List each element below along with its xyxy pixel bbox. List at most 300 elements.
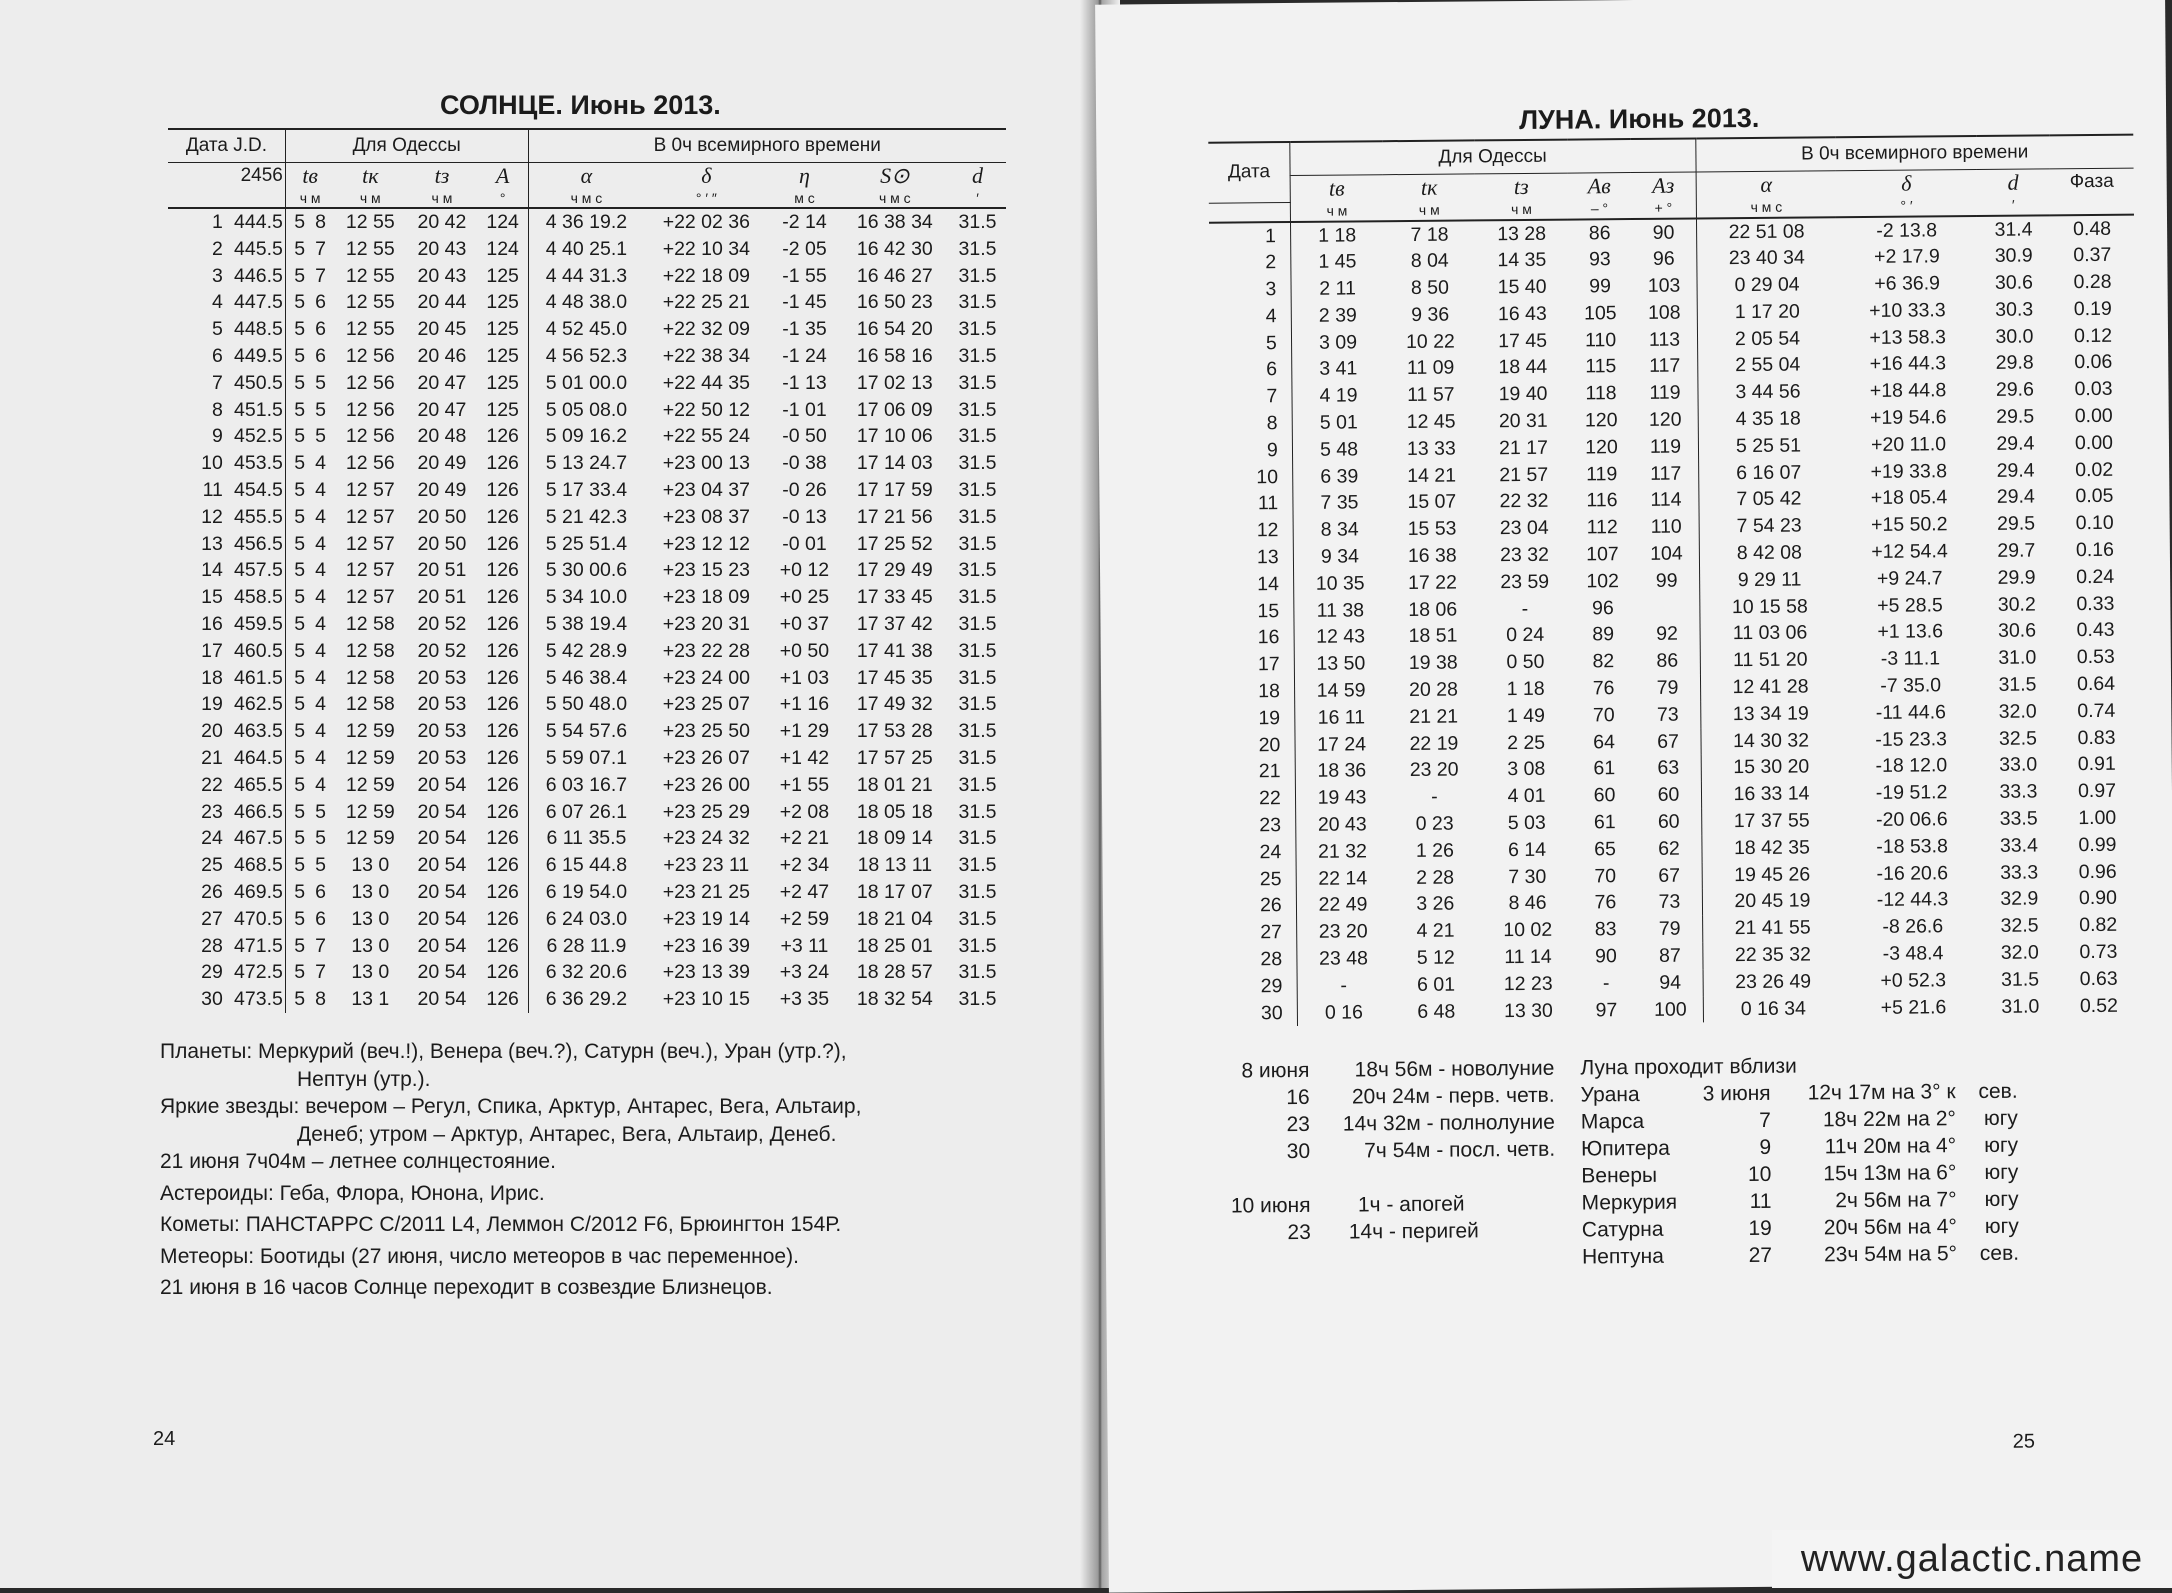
sun-a: 125: [478, 370, 528, 397]
moon-tk: 2 28: [1416, 866, 1455, 889]
sun-tk: 12 57: [345, 505, 395, 528]
sun-s0: 17 57 25: [856, 746, 933, 769]
moon-alpha: 4 35 18: [1735, 407, 1801, 431]
moon-tv: 13 50: [1316, 652, 1366, 676]
moon-d: 30.2: [1997, 593, 2036, 616]
moon-tv: 14 59: [1316, 679, 1366, 702]
conjunction-time: 2ч 56м на 7°: [1835, 1188, 1957, 1213]
moon-date: 16: [1213, 624, 1295, 652]
moon-av: 76: [1594, 891, 1617, 914]
sun-tz: 20 47: [417, 398, 467, 421]
sun-a: 126: [478, 531, 528, 558]
moon-az: 63: [1636, 755, 1701, 782]
conjunction-dir: сев.: [1978, 1079, 2018, 1104]
moon-date: 28: [1215, 946, 1297, 974]
moon-date: 27: [1215, 919, 1297, 947]
moon-av: 110: [1584, 328, 1617, 352]
sun-tv: 5 5: [294, 800, 327, 823]
sun-tz: 20 52: [417, 639, 467, 662]
sun-tk: 13 0: [351, 934, 390, 957]
sun-delta: +22 02 36: [662, 211, 750, 233]
sun-d: 31.5: [958, 988, 997, 1011]
header-odessa: Для Одессы: [285, 129, 528, 163]
moon-tk: 1 26: [1415, 839, 1454, 862]
sun-eta: +2 34: [779, 854, 830, 877]
sun-alpha: 5 30 00.6: [545, 559, 628, 582]
sun-s0: 17 06 09: [856, 398, 933, 421]
sun-date-jd: 17 460.5: [168, 638, 285, 665]
sun-eta: -2 05: [782, 237, 827, 260]
conjunction-row: [1581, 1105, 2018, 1136]
moon-tk: 3 26: [1416, 893, 1455, 916]
sun-tk: 13 1: [351, 988, 390, 1011]
sun-date-jd: 12 455.5: [168, 504, 285, 531]
moon-tv: 4 19: [1319, 384, 1358, 408]
moon-tk: 14 21: [1407, 464, 1457, 487]
moon-av: 105: [1583, 302, 1617, 325]
moon-av: 86: [1588, 221, 1611, 244]
moon-az: 90: [1631, 218, 1696, 246]
moon-tk: 18 06: [1408, 598, 1458, 621]
moon-az: 79: [1635, 674, 1700, 701]
sun-tv: 5 4: [294, 746, 327, 769]
moon-tv: 18 36: [1317, 759, 1367, 783]
sun-a: 126: [478, 718, 528, 745]
moon-delta: +6 36.9: [1874, 272, 1941, 296]
conjunction-time: 12ч 17м на 3° к: [1807, 1080, 1956, 1105]
sun-eta: +1 29: [779, 720, 830, 743]
note-line: Метеоры: Боотиды (27 июня, число метеоров в час переменное).: [160, 1244, 799, 1268]
moon-delta: -19 51.2: [1875, 781, 1948, 805]
header-s0: S⊙: [880, 163, 910, 188]
phase-row: [1217, 1163, 1555, 1193]
moon-delta: -11 44.6: [1875, 701, 1947, 724]
moon-av: 119: [1586, 462, 1618, 486]
moon-d: 32.5: [1998, 727, 2038, 750]
note-line: 21 июня в 16 часов Солнце переходит в созвездие Близнецов.: [160, 1276, 773, 1299]
moon-delta: -12 44.3: [1876, 888, 1949, 912]
moon-date: 30: [1216, 1000, 1298, 1028]
moon-alpha: 14 30 32: [1732, 729, 1810, 752]
header-delta: δ: [1901, 170, 1912, 196]
conjunction-dir: югу: [1984, 1214, 2019, 1238]
sun-date-jd: 25 468.5: [168, 852, 285, 879]
sun-alpha: 4 44 31.3: [545, 264, 628, 287]
sun-eta: +2 47: [779, 880, 830, 903]
sun-d: 31.5: [958, 666, 997, 689]
moon-date: 7: [1210, 383, 1292, 411]
moon-tv: 0 16: [1324, 1001, 1364, 1024]
sun-a: 125: [478, 289, 528, 316]
moon-phase: 0.37: [2073, 244, 2112, 267]
sun-a: 126: [478, 745, 528, 772]
moon-tk: 15 07: [1407, 491, 1457, 514]
sun-tk: 12 55: [345, 264, 395, 287]
moon-tv: 1 45: [1318, 250, 1357, 274]
moon-av: 97: [1595, 998, 1618, 1021]
moon-alpha: 0 16 34: [1740, 997, 1807, 1020]
sun-tz: 20 52: [417, 612, 467, 635]
sun-tk: 12 58: [345, 693, 395, 716]
unit-delta: ° ′ ″: [644, 189, 768, 208]
sun-tv: 5 4: [294, 693, 327, 716]
sun-tk: 12 57: [345, 559, 395, 582]
conjunction-dir: югу: [1984, 1133, 2019, 1157]
sun-eta: +2 59: [779, 907, 830, 930]
moon-delta: -3 48.4: [1882, 942, 1944, 965]
moon-az: 103: [1632, 273, 1697, 300]
moon-date: 23: [1214, 812, 1296, 840]
sun-delta: +23 04 37: [662, 478, 750, 501]
moon-av: 65: [1594, 838, 1616, 861]
moon-az: 110: [1634, 514, 1699, 541]
moon-tv: 5 01: [1319, 411, 1358, 434]
header-tk: tк: [1420, 174, 1438, 200]
sun-tz: 20 51: [417, 586, 467, 609]
sun-eta: -1 13: [782, 371, 827, 394]
moon-alpha: 1 17 20: [1734, 300, 1800, 324]
moon-tk: 11 09: [1406, 357, 1455, 380]
sun-d: 31.5: [958, 746, 997, 769]
conjunction-body: Юпитера: [1580, 1136, 1670, 1161]
moon-delta: +16 44.3: [1869, 352, 1947, 376]
unit-av: – °: [1567, 199, 1631, 219]
sun-tv: 5 4: [294, 586, 327, 609]
sun-s0: 18 05 18: [856, 800, 933, 823]
sun-eta: +1 42: [779, 746, 830, 769]
moon-alpha: 0 29 04: [1734, 273, 1800, 297]
sun-date-jd: 28 471.5: [168, 933, 285, 960]
sun-date-jd: 16 459.5: [168, 611, 285, 638]
moon-tz: 7 30: [1508, 865, 1547, 888]
moon-tz: 6 14: [1507, 838, 1547, 861]
sun-eta: +3 35: [779, 988, 830, 1011]
moon-alpha: 10 15 58: [1731, 595, 1808, 618]
sun-s0: 17 14 03: [856, 452, 933, 475]
sun-delta: +23 19 14: [662, 907, 750, 930]
sun-date-jd: 19 462.5: [168, 691, 285, 718]
moon-tk: 4 21: [1416, 919, 1455, 943]
moon-az: 119: [1633, 433, 1698, 460]
moon-delta: +18 05.4: [1870, 486, 1948, 510]
sun-tk: 12 58: [345, 639, 395, 662]
sun-alpha: 6 07 26.1: [545, 800, 628, 823]
moon-delta: +19 33.8: [1870, 459, 1948, 483]
unit-alpha: ч м с: [1696, 197, 1836, 218]
sun-row: [168, 825, 1006, 852]
moon-av: 120: [1584, 409, 1618, 432]
moon-tz: 14 35: [1497, 249, 1547, 272]
moon-az: 60: [1636, 782, 1701, 809]
moon-delta: +18 44.8: [1869, 379, 1947, 403]
sun-a: 126: [478, 584, 528, 611]
sun-tv: 5 4: [294, 559, 327, 582]
sun-a: 126: [478, 504, 528, 531]
moon-phase: 0.05: [2075, 485, 2114, 508]
moon-date: 29: [1216, 973, 1298, 1001]
moon-phase: 0.00: [2074, 404, 2113, 428]
sun-a: 126: [478, 772, 528, 799]
sun-alpha: 4 56 52.3: [545, 344, 628, 367]
moon-tk: 5 12: [1416, 946, 1455, 969]
moon-alpha: 15 30 20: [1733, 755, 1810, 779]
moon-tz: 18 44: [1498, 356, 1548, 379]
moon-d: 31.4: [1994, 218, 2033, 241]
sun-date-jd: 18 461.5: [168, 665, 285, 692]
sun-delta: +23 12 12: [662, 532, 750, 555]
moon-d: 30.3: [1995, 298, 2034, 321]
moon-d: 33.0: [1999, 753, 2038, 777]
sun-delta: +23 13 39: [662, 961, 750, 984]
moon-tv: 22 49: [1318, 893, 1368, 917]
unit-tz: ч м: [1475, 200, 1567, 220]
sun-row: [168, 745, 1006, 772]
sun-date-jd: 30 473.5: [168, 986, 285, 1013]
sun-alpha: 5 59 07.1: [545, 746, 628, 769]
header-jd-base: 2456: [168, 163, 285, 190]
moon-tz: 19 40: [1498, 383, 1548, 406]
sun-row: [168, 799, 1006, 826]
conjunction-time: 20ч 56м на 4°: [1823, 1215, 1957, 1240]
sun-eta: +2 08: [779, 800, 830, 823]
moon-az: 73: [1637, 889, 1702, 916]
sun-date-jd: 15 458.5: [168, 584, 285, 611]
sun-a: 126: [478, 557, 528, 584]
sun-d: 31.5: [958, 586, 997, 609]
moon-tk: 6 01: [1416, 973, 1456, 996]
moon-phase: 0.43: [2076, 619, 2115, 642]
conjunction-body: Венеры: [1581, 1163, 1658, 1188]
conjunction-dir: югу: [1984, 1187, 2019, 1211]
moon-av: 116: [1586, 489, 1618, 512]
header-universal: В 0ч всемирного времени: [1695, 135, 2133, 172]
moon-d: 32.9: [2000, 887, 2039, 911]
sun-alpha: 5 54 57.6: [545, 720, 628, 743]
moon-phase: 0.83: [2077, 726, 2116, 749]
moon-alpha: 2 05 54: [1734, 327, 1801, 350]
sun-eta: +3 11: [780, 934, 829, 957]
unit-tk: ч м: [1383, 200, 1475, 220]
moon-alpha: 22 35 32: [1734, 943, 1811, 967]
moon-az: 100: [1638, 996, 1703, 1023]
sun-d: 31.5: [958, 291, 997, 314]
moon-tz: 22 32: [1499, 490, 1549, 513]
phase-row: 16 20ч 24м - перв. четв.: [1286, 1083, 1555, 1110]
right-page: [1095, 0, 2172, 1593]
moon-av: 64: [1593, 730, 1616, 754]
sun-row: [168, 423, 1006, 450]
moon-az: 99: [1634, 567, 1699, 594]
moon-alpha: 20 45 19: [1734, 889, 1811, 913]
sun-a: 124: [478, 208, 528, 236]
sun-tk: 12 56: [345, 344, 395, 367]
sun-s0: 18 09 14: [856, 827, 933, 850]
moon-tz: 17 45: [1498, 329, 1548, 352]
moon-phase: 0.28: [2073, 270, 2112, 294]
moon-delta: -7 35.0: [1880, 674, 1942, 697]
moon-d: 30.9: [1994, 244, 2033, 268]
sun-a: 126: [478, 450, 528, 477]
sun-s0: 17 29 49: [856, 559, 933, 582]
conjunction-day: 11: [1749, 1189, 1772, 1214]
moon-delta: -18 53.8: [1876, 835, 1948, 858]
conjunction-day: 10: [1747, 1162, 1772, 1187]
moon-date: 10: [1211, 464, 1293, 492]
sun-alpha: 6 11 35.5: [546, 827, 627, 850]
moon-d: 31.0: [1998, 646, 2037, 670]
sun-tv: 5 4: [294, 505, 327, 528]
sun-a: 126: [478, 691, 528, 718]
sun-s0: 18 01 21: [856, 773, 933, 796]
sun-tk: 12 56: [345, 425, 395, 448]
sun-s0: 16 58 16: [856, 344, 933, 367]
moon-d: 30.0: [1995, 325, 2034, 348]
sun-delta: +22 10 34: [662, 237, 750, 260]
moon-tz: 13 30: [1503, 999, 1553, 1022]
conjunction-row: [1582, 1213, 2019, 1244]
sun-tz: 20 53: [417, 746, 467, 769]
conjunction-day: 9: [1759, 1135, 1772, 1159]
moon-d: 29.8: [1995, 352, 2034, 375]
sun-tv: 5 5: [294, 371, 327, 394]
sun-tz: 20 44: [417, 291, 467, 314]
moon-d: 29.7: [1997, 539, 2036, 562]
sun-row: [168, 691, 1006, 718]
sun-date-jd: 24 467.5: [168, 825, 285, 852]
header-alpha: α: [1760, 171, 1773, 197]
moon-tz: 0 24: [1506, 624, 1545, 647]
moon-tk: 19 38: [1408, 651, 1458, 675]
moon-tv: 23 20: [1318, 920, 1368, 944]
sun-delta: +23 18 09: [662, 586, 750, 609]
watermark: www.galactic.name: [1772, 1530, 2172, 1588]
moon-av: 93: [1588, 248, 1611, 271]
sun-s0: 17 53 28: [856, 720, 933, 743]
moon-date: 15: [1212, 598, 1294, 626]
moon-date: 17: [1213, 651, 1295, 679]
moon-tk: 6 48: [1417, 1000, 1456, 1023]
moon-d: 31.5: [2000, 968, 2040, 991]
sun-delta: +22 25 21: [662, 291, 750, 314]
moon-phase: 0.91: [2077, 753, 2116, 776]
sun-alpha: 5 01 00.0: [545, 371, 628, 394]
moon-tk: 12 45: [1406, 410, 1456, 434]
sun-alpha: 5 09 16.2: [545, 425, 628, 448]
sun-tk: 12 59: [345, 746, 395, 769]
moon-tz: 8 46: [1508, 892, 1547, 915]
sun-row: [168, 316, 1006, 343]
moon-az: 114: [1634, 487, 1699, 514]
header-tz: tз: [434, 163, 450, 188]
sun-s0: 18 17 07: [856, 880, 933, 903]
note-line: 21 июня 7ч04м – летнее солнцестояние.: [160, 1150, 556, 1173]
sun-tk: 12 56: [345, 452, 395, 475]
note-line: Денеб; утром – Арктур, Антарес, Вега, Альтаир, Денеб.: [297, 1122, 837, 1146]
sun-eta: -0 38: [782, 452, 827, 475]
sun-eta: -0 13: [782, 505, 827, 528]
sun-d: 31.5: [958, 452, 997, 475]
sun-tz: 20 54: [417, 854, 467, 877]
sun-tv: 5 4: [294, 720, 327, 743]
moon-d: 29.6: [1995, 378, 2034, 402]
moon-phase: 0.53: [2076, 646, 2115, 669]
sun-tv: 5 4: [294, 612, 327, 635]
moon-tv: 2 11: [1319, 277, 1356, 300]
unit-tz: ч м: [406, 189, 478, 208]
moon-d: 29.5: [1996, 405, 2035, 428]
sun-tv: 5 7: [294, 237, 327, 260]
note-line: Кометы: ПАНСТАРРС С/2011 L4, Леммон С/2012 F6, Брюингтон 154Р.: [160, 1213, 842, 1236]
moon-phase: 0.97: [2077, 780, 2117, 803]
sun-tz: 20 42: [417, 211, 467, 233]
sun-tv: 5 4: [294, 773, 327, 796]
sun-a: 126: [478, 906, 528, 933]
moon-d: 30.6: [1997, 619, 2037, 643]
moon-date: 13: [1212, 544, 1294, 572]
moon-delta: +10 33.3: [1869, 299, 1946, 322]
sun-delta: +23 10 15: [662, 988, 750, 1011]
sun-eta: +3 24: [779, 961, 830, 984]
sun-date-jd: 11 454.5: [168, 477, 285, 504]
moon-tk: 18 51: [1408, 625, 1458, 648]
sun-eta: -0 01: [782, 532, 827, 555]
sun-tv: 5 4: [294, 478, 327, 501]
moon-tv: 20 43: [1317, 813, 1367, 836]
sun-d: 31.5: [958, 425, 997, 448]
header-a: A: [478, 163, 528, 190]
moon-az: 120: [1633, 407, 1698, 434]
sun-a: 126: [478, 959, 528, 986]
sun-row: [168, 236, 1006, 263]
moon-phase: 0.64: [2077, 672, 2116, 696]
sun-row: [168, 611, 1006, 638]
sun-tz: 20 47: [417, 371, 467, 394]
moon-d: 33.4: [1999, 834, 2038, 857]
moon-delta: +13 58.3: [1869, 325, 1946, 349]
sun-row: [168, 879, 1006, 906]
moon-tv: 19 43: [1317, 786, 1367, 810]
sun-alpha: 5 46 38.4: [545, 666, 628, 689]
header-eta: η: [798, 163, 810, 188]
sun-tz: 20 54: [417, 934, 467, 957]
sun-row: [168, 959, 1006, 986]
sun-d: 31.5: [958, 800, 997, 823]
moon-phases: [1216, 1055, 1556, 1247]
sun-d: 31.5: [958, 237, 997, 260]
moon-tz: 21 57: [1499, 463, 1549, 486]
moon-az: 113: [1632, 326, 1697, 353]
sun-a: 126: [478, 611, 528, 638]
conjunction-row: [1581, 1159, 2018, 1190]
sun-tk: 12 55: [345, 291, 395, 314]
moon-alpha: 17 37 55: [1733, 809, 1810, 833]
sun-a: 126: [478, 933, 528, 960]
note-line: Нептун (утр.).: [297, 1067, 431, 1091]
sun-tz: 20 54: [417, 907, 467, 930]
sun-tk: 12 55: [345, 211, 395, 233]
sun-tk: 12 59: [345, 800, 395, 823]
moon-phase: 0.03: [2074, 378, 2113, 401]
moon-az: 119: [1633, 380, 1698, 407]
sun-row: [168, 477, 1006, 504]
moon-av: 82: [1592, 650, 1615, 673]
sun-a: 124: [478, 236, 528, 263]
moon-date: 1: [1209, 222, 1291, 251]
page-number-left: 24: [153, 1428, 176, 1450]
moon-phase: 0.00: [2074, 431, 2114, 455]
sun-delta: +23 24 00: [662, 666, 750, 689]
sun-row: [168, 504, 1006, 531]
